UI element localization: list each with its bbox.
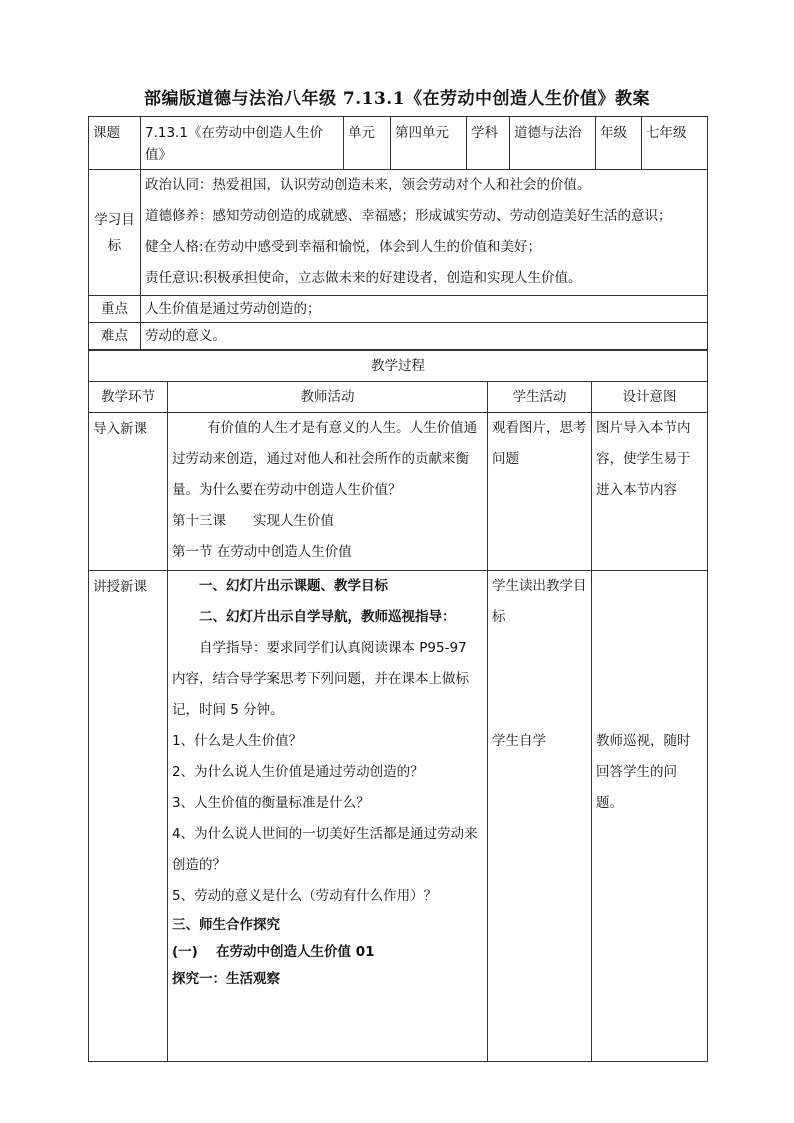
- lecture-stage: 讲授新课: [89, 571, 168, 1062]
- question-item: 2、为什么说人生价值是通过劳动创造的？: [172, 764, 424, 780]
- intro-teacher-activity: [168, 413, 488, 571]
- lesson-heading: 第十三课 实现人生价值: [172, 513, 334, 529]
- difficulty-row: [89, 323, 708, 350]
- column-header: 学生活动: [488, 382, 592, 413]
- key-value: 人生价值是通过劳动创造的；: [141, 296, 708, 323]
- lecture-student-activity: [488, 571, 592, 1062]
- intro-stage: 导入新课: [89, 413, 168, 571]
- grade-label: 年级: [596, 117, 642, 170]
- step-heading: 二、幻灯片出示自学导航，教师巡视指导：: [199, 609, 456, 625]
- goals-label: 学习目标: [89, 170, 141, 296]
- inquiry-heading: 探究一：生活观察: [172, 971, 280, 987]
- self-study-guide: 自学指导：要求同学们认真阅读课本 P95-97 内容，结合导学案思考下列问题，并在课本上做标记，时间 5 分钟。: [172, 640, 469, 718]
- lecture-row: [89, 571, 708, 1062]
- info-row: [89, 117, 708, 170]
- teaching-process-table: [88, 350, 708, 1062]
- column-header: 教师活动: [168, 382, 488, 413]
- unit-value: 第四单元: [391, 117, 467, 170]
- key-row: [89, 296, 708, 323]
- question-item: 5、劳动的意义是什么（劳动有什么作用）？: [172, 888, 438, 904]
- grade-value: 七年级: [642, 117, 708, 170]
- goal-item: 责任意识:积极承担使命，立志做未来的好建设者，创造和实现人生价值。: [145, 270, 582, 286]
- section-heading: 第一节 在劳动中创造人生价值: [172, 544, 352, 560]
- student-activity-item: 学生自学: [492, 733, 546, 749]
- student-activity-item: 学生读出教学目标: [492, 578, 587, 625]
- intro-student-activity: 观看图片，思考问题: [488, 413, 592, 571]
- lecture-teacher-activity: [168, 571, 488, 1062]
- intro-row: [89, 413, 708, 571]
- goals-content: [141, 170, 708, 296]
- intro-design-intent: 图片导入本节内容，使学生易于进入本节内容: [592, 413, 708, 571]
- column-header: 教学环节: [89, 382, 168, 413]
- goal-item: 政治认同：热爱祖国，认识劳动创造未来，领会劳动对个人和社会的价值。: [145, 177, 591, 193]
- subject-label: 学科: [467, 117, 510, 170]
- design-intent-item: 教师巡视，随时回答学生的问题。: [596, 733, 691, 811]
- question-item: 3、人生价值的衡量标准是什么？: [172, 795, 370, 811]
- intro-paragraph: 有价值的人生才是有意义的人生。人生价值通过劳动来创造，通过对他人和社会所作的贡献来衡量。为什么要在劳动中创造人生价值？: [172, 420, 478, 498]
- question-item: 4、为什么说人世间的一切美好生活都是通过劳动来创造的？: [172, 826, 478, 873]
- lesson-info-table: [88, 116, 708, 350]
- process-header-row: [89, 351, 708, 382]
- column-header: 设计意图: [592, 382, 708, 413]
- difficulty-value: 劳动的意义。: [141, 323, 708, 350]
- goal-item: 健全人格:在劳动中感受到幸福和愉悦，体会到人生的价值和美好；: [145, 239, 542, 255]
- subsection-heading: (一) 在劳动中创造人生价值 01: [172, 944, 375, 960]
- goal-item: 道德修养：感知劳动创造的成就感、幸福感；形成诚实劳动、劳动创造美好生活的意识；: [145, 208, 672, 224]
- step-heading: 三、师生合作探究: [172, 917, 280, 933]
- subject-value: 道德与法治: [510, 117, 596, 170]
- question-item: 1、什么是人生价值？: [172, 733, 303, 749]
- document-title: 部编版道德与法治八年级 7.13.1《在劳动中创造人生价值》教案: [143, 89, 651, 109]
- column-header-row: [89, 382, 708, 413]
- difficulty-label: 难点: [89, 323, 141, 350]
- key-label: 重点: [89, 296, 141, 323]
- lesson-label: 课题: [89, 117, 141, 170]
- goals-row: [89, 170, 708, 296]
- unit-label: 单元: [344, 117, 391, 170]
- process-header: 教学过程: [89, 351, 708, 382]
- lecture-design-intent: [592, 571, 708, 1062]
- lesson-value: 7.13.1《在劳动中创造人生价值》: [141, 117, 344, 170]
- step-heading: 一、幻灯片出示课题、教学目标: [199, 578, 388, 594]
